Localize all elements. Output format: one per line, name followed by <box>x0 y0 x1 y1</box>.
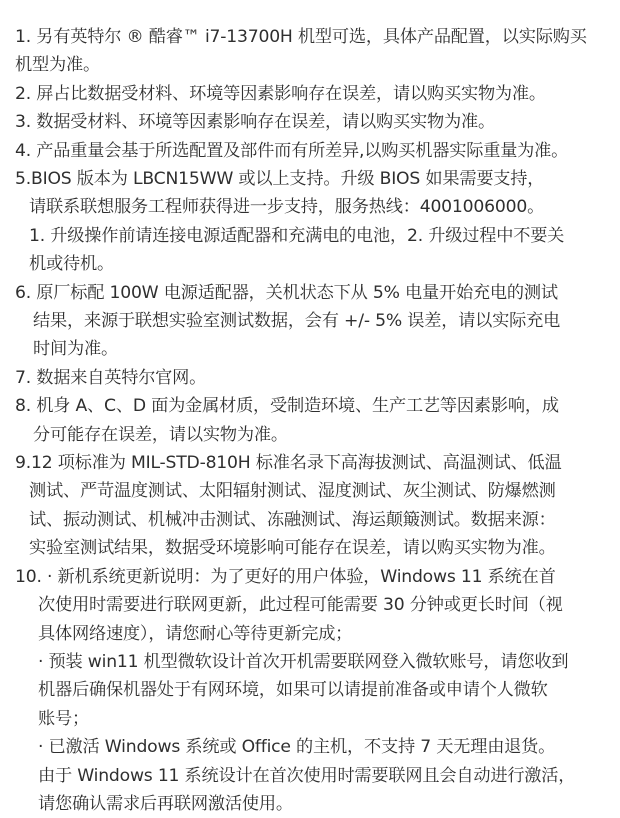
note-1-line-1: 1. 另有英特尔 ® 酷睿™ i7-13700H 机型可选，具体产品配置，以实际购买 <box>15 27 587 47</box>
note-10-b3-line-2: 由于 Windows 11 系统设计在首次使用时需要联网且会自动进行激活， <box>38 766 576 786</box>
note-10-b3-line-3: 请您确认需求后再联网激活使用。 <box>38 794 293 814</box>
note-6-line-3: 时间为准。 <box>33 339 118 359</box>
note-6-line-2: 结果，来源于联想实验室测试数据，会有 +/- 5% 误差，请以实际充电 <box>33 311 561 331</box>
note-10-b3-line-1: · 已激活 Windows 系统或 Office 的主机，不支持 7 天无理由退货。 <box>38 737 556 757</box>
note-6-line-1: 6. 原厂标配 100W 电源适配器，关机状态下从 5% 电量开始充电的测试 <box>15 283 558 303</box>
note-5-sub-line-1: 1. 升级操作前请连接电源适配器和充满电的电池，2. 升级过程中不要关 <box>29 226 565 246</box>
note-2: 2. 屏占比数据受材料、环境等因素影响存在误差，请以购买实物为准。 <box>15 84 546 104</box>
note-9-line-1: 9.12 项标准为 MIL-STD-810H 标准名录下高海拔测试、高温测试、低温 <box>15 453 562 473</box>
note-5-line-1: 5.BIOS 版本为 LBCN15WW 或以上支持。升级 BIOS 如果需要支持， <box>15 169 545 189</box>
note-4: 4. 产品重量会基于所选配置及部件而有所差异,以购买机器实际重量为准。 <box>15 141 569 161</box>
note-8-line-1: 8. 机身 A、C、D 面为金属材质，受制造环境、生产工艺等因素影响，成 <box>15 396 559 416</box>
note-10-line-1: 10. · 新机系统更新说明：为了更好的用户体验，Windows 11 系统在首 <box>15 567 556 587</box>
note-5-sub-line-2: 机或待机。 <box>29 254 114 274</box>
note-7: 7. 数据来自英特尔官网。 <box>15 368 207 388</box>
note-8-line-2: 分可能存在误差，请以实物为准。 <box>33 425 288 445</box>
note-9-line-3: 试、振动测试、机械冲击测试、冻融测试、海运颠簸测试。数据来源： <box>29 510 556 530</box>
note-10-line-2: 次使用时需要进行联网更新，此过程可能需要 30 分钟或更长时间（视 <box>38 595 563 615</box>
note-10-b2-line-3: 账号； <box>38 709 89 729</box>
note-1-line-2: 机型为准。 <box>15 55 100 75</box>
note-10-line-3: 具体网络速度），请您耐心等待更新完成； <box>38 624 353 644</box>
note-5-line-2: 请联系联想服务工程师获得进一步支持，服务热线：4001006000。 <box>29 197 545 217</box>
note-9-line-4: 实验室测试结果，数据受环境影响可能存在误差，请以购买实物为准。 <box>29 538 556 558</box>
note-9-line-2: 测试、严苛温度测试、太阳辐射测试、湿度测试、灰尘测试、防爆燃测 <box>29 481 556 501</box>
note-3: 3. 数据受材料、环境等因素影响存在误差，请以购买实物为准。 <box>15 112 495 132</box>
note-10-b2-line-2: 机器后确保机器处于有网环境，如果可以请提前准备或申请个人微软 <box>38 680 548 700</box>
note-10-b2-line-1: · 预装 win11 机型微软设计首次开机需要联网登入微软账号，请您收到 <box>38 652 569 672</box>
